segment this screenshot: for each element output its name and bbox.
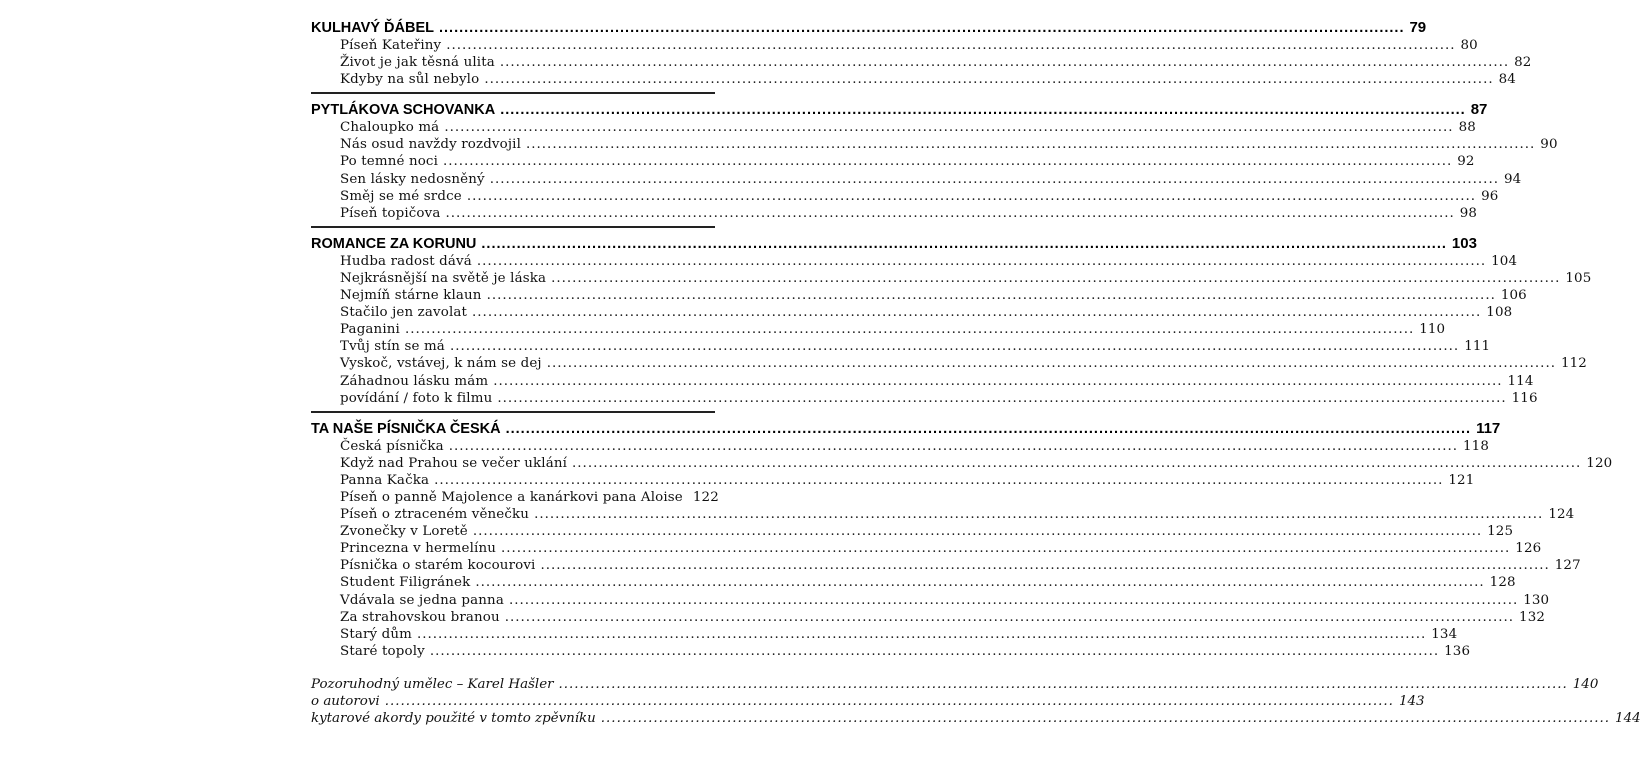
page-number: 106	[1500, 288, 1527, 304]
toc-section-ta-nase-pisnicka-ceska	[311, 419, 1613, 660]
entry-title: Starý dům	[340, 626, 413, 642]
page-number: 120	[1586, 455, 1613, 471]
dot-leader	[497, 390, 1506, 407]
entry-title: o autorovi	[311, 694, 380, 709]
entry-title: Tvůj stín se má	[340, 339, 445, 355]
dot-leader	[434, 472, 1443, 489]
toc-entry	[311, 153, 1475, 170]
entry-title: Pozoruhodný umělec – Karel Hašler	[311, 676, 554, 692]
entry-title: Česká písnička	[340, 438, 444, 454]
page-number: 121	[1448, 472, 1475, 488]
toc-entry	[311, 136, 1558, 153]
dot-leader	[500, 54, 1509, 71]
dot-leader	[467, 188, 1476, 205]
toc-section-kulhavy-dabel	[311, 18, 1532, 88]
dot-leader	[487, 287, 1496, 304]
entry-title: Vyskoč, vstávej, k nám se dej	[340, 356, 542, 372]
page-number: 117	[1476, 419, 1501, 437]
dot-leader	[547, 355, 1556, 372]
dot-leader	[526, 136, 1535, 153]
dot-leader	[572, 455, 1581, 472]
dot-leader	[505, 609, 1514, 626]
entry-title: Chaloupko má	[340, 120, 440, 136]
toc-entry	[311, 489, 719, 506]
dot-leader	[449, 438, 1458, 455]
entry-title: Písnička o starém kocourovi	[340, 558, 536, 574]
entry-title: Nejmíň stárne klaun	[340, 288, 482, 304]
toc-section-romance-za-korunu	[311, 234, 1592, 407]
page-number: 88	[1458, 120, 1476, 136]
dot-leader	[551, 270, 1560, 287]
table-of-contents	[311, 18, 1641, 727]
page-number: 79	[1409, 19, 1427, 36]
toc-entry	[311, 373, 1534, 390]
page-number: 112	[1560, 356, 1587, 372]
dot-leader	[506, 420, 1471, 439]
page-number: 103	[1451, 234, 1477, 252]
toc-entry	[311, 253, 1518, 270]
dot-leader	[481, 235, 1446, 254]
page-number: 127	[1554, 558, 1581, 574]
page-number: 84	[1498, 72, 1516, 88]
page-number: 98	[1459, 205, 1478, 221]
dot-leader	[490, 171, 1499, 188]
entry-title: povídání / foto k filmu	[340, 390, 493, 406]
page-number: 134	[1431, 626, 1458, 642]
toc-entry	[311, 506, 1575, 523]
page-number: 90	[1540, 137, 1558, 153]
page-number: 126	[1515, 541, 1542, 557]
page-number: 82	[1514, 55, 1532, 71]
entry-title: Život je jak těsná ulita	[340, 55, 495, 71]
page-number: 143	[1398, 694, 1425, 709]
toc-entry	[311, 592, 1550, 609]
page-number: 105	[1565, 270, 1592, 286]
appendix-entry	[311, 710, 1641, 727]
page-number: 104	[1491, 253, 1518, 269]
page-number: 122	[692, 489, 719, 505]
entry-title: Píseň o panně Majolence a kanárkovi pana Aloise	[340, 489, 683, 505]
dot-leader	[439, 19, 1404, 38]
entry-title: Nejkrásnější na světě je láska	[340, 270, 547, 286]
dot-leader	[601, 710, 1610, 727]
toc-entry	[311, 71, 1516, 88]
entry-title: Hudba radost dává	[340, 253, 472, 269]
entry-title: Za strahovskou branou	[340, 609, 500, 625]
toc-entry	[311, 188, 1499, 205]
toc-entry	[311, 270, 1592, 287]
page-number: 111	[1464, 339, 1491, 355]
entry-title: Když nad Prahou se večer uklání	[340, 455, 568, 471]
toc-entry	[311, 355, 1587, 372]
toc-entry	[311, 321, 1446, 338]
toc-entry	[311, 523, 1514, 540]
entry-title: ROMANCE ZA KORUNU	[311, 235, 477, 252]
page-number: 116	[1511, 390, 1538, 406]
page-number: 136	[1444, 643, 1471, 659]
entry-title: Píseň Kateřiny	[340, 38, 442, 53]
page-number: 118	[1462, 438, 1489, 454]
toc-appendix	[311, 676, 1641, 727]
entry-title: Student Filigránek	[340, 575, 471, 591]
entry-title: Kdyby na sůl nebylo	[340, 72, 480, 88]
dot-leader	[500, 101, 1465, 120]
entry-title: Princezna v hermelínu	[340, 541, 497, 557]
dot-leader	[385, 693, 1394, 710]
page-number: 130	[1523, 592, 1550, 608]
toc-entry	[311, 626, 1458, 643]
page-number: 114	[1507, 373, 1534, 389]
toc-entry	[311, 287, 1527, 304]
entry-title: Píseň topičova	[340, 205, 441, 221]
toc-entry	[311, 390, 1538, 407]
entry-title: Píseň o ztraceném věnečku	[340, 507, 530, 523]
page-number: 92	[1457, 154, 1475, 170]
dot-leader	[540, 557, 1549, 574]
dot-leader	[430, 643, 1439, 660]
toc-entry	[311, 37, 1478, 54]
dot-leader	[450, 338, 1459, 355]
entry-title: PYTLÁKOVA SCHOVANKA	[311, 102, 496, 119]
toc-entry	[311, 171, 1522, 188]
toc-entry	[311, 205, 1478, 222]
toc-entry	[311, 540, 1542, 557]
page-number: 140	[1572, 676, 1599, 692]
page-number: 80	[1460, 38, 1478, 53]
page-number: 87	[1470, 101, 1488, 119]
entry-title: Záhadnou lásku mám	[340, 373, 489, 389]
page-number: 108	[1486, 305, 1513, 321]
entry-title: Zvonečky v Loretě	[340, 524, 468, 540]
toc-entry	[311, 472, 1475, 489]
toc-entry	[311, 557, 1581, 574]
appendix-entry	[311, 676, 1599, 693]
toc-entry	[311, 338, 1491, 355]
toc-entry	[311, 54, 1532, 71]
dot-leader	[417, 626, 1426, 643]
toc-entry	[311, 304, 1513, 321]
page-number: 96	[1481, 188, 1499, 204]
toc-entry	[311, 643, 1471, 660]
section-divider	[311, 92, 715, 94]
dot-leader	[484, 71, 1493, 88]
toc-section-pytlakova-schovanka	[311, 100, 1558, 222]
dot-leader	[446, 37, 1455, 54]
section-heading	[311, 234, 1477, 253]
dot-leader	[443, 153, 1452, 170]
entry-title: Staré topoly	[340, 643, 425, 659]
section-heading	[311, 419, 1501, 438]
toc-entry	[311, 119, 1476, 136]
dot-leader	[493, 373, 1502, 390]
toc-entry	[311, 609, 1546, 626]
page-number: 110	[1419, 322, 1446, 338]
dot-leader	[472, 304, 1481, 321]
dot-leader	[534, 506, 1543, 523]
dot-leader	[509, 592, 1518, 609]
page-number: 124	[1548, 507, 1575, 523]
page-number: 128	[1489, 575, 1516, 591]
dot-leader	[501, 540, 1510, 557]
page-number: 144	[1615, 711, 1641, 727]
section-divider	[311, 411, 715, 413]
section-divider	[311, 226, 715, 228]
dot-leader	[405, 321, 1414, 338]
entry-title: Paganini	[340, 322, 400, 338]
entry-title: TA NAŠE PÍSNIČKA ČESKÁ	[311, 420, 501, 437]
dot-leader	[559, 676, 1568, 693]
entry-title: Panna Kačka	[340, 472, 430, 488]
page-number: 94	[1503, 171, 1522, 187]
toc-entry	[311, 438, 1489, 455]
spacer	[311, 662, 715, 676]
dot-leader	[473, 523, 1482, 540]
entry-title: Po temné noci	[340, 154, 439, 170]
appendix-entry	[311, 693, 1425, 710]
section-heading	[311, 18, 1427, 37]
page-number: 125	[1487, 524, 1514, 540]
entry-title: kytarové akordy použité v tomto zpěvníku	[311, 711, 596, 727]
page-number: 132	[1519, 609, 1546, 625]
entry-title: Směj se mé srdce	[340, 188, 462, 204]
toc-entry	[311, 455, 1613, 472]
dot-leader	[445, 205, 1454, 222]
dot-leader	[444, 119, 1453, 136]
entry-title: KULHAVÝ ĎÁBEL	[311, 20, 434, 36]
entry-title: Stačilo jen zavolat	[340, 305, 468, 321]
toc-entry	[311, 574, 1516, 591]
dot-leader	[477, 253, 1486, 270]
section-heading	[311, 100, 1488, 119]
entry-title: Nás osud navždy rozdvojil	[340, 137, 522, 153]
entry-title: Vdávala se jedna panna	[340, 592, 504, 608]
dot-leader	[475, 574, 1484, 591]
entry-title: Sen lásky nedosněný	[340, 171, 485, 187]
